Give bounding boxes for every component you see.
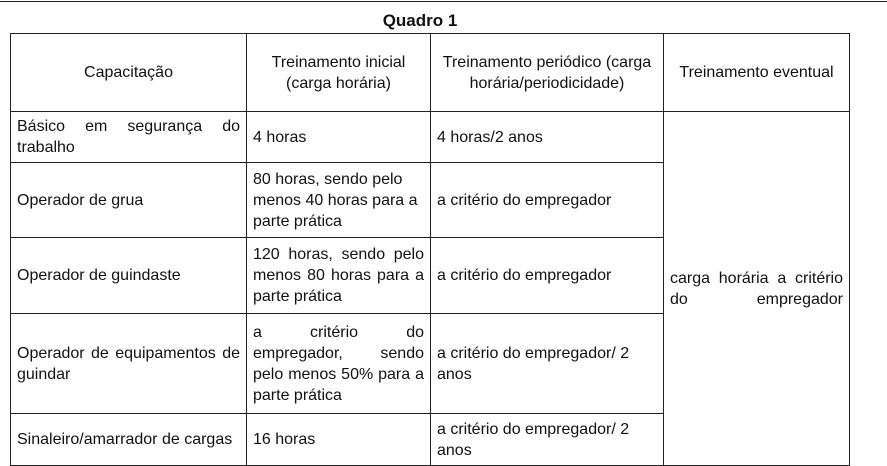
header-capacitacao: Capacitação <box>11 34 247 112</box>
cell-capacitacao: Sinaleiro/amarrador de cargas <box>11 414 247 466</box>
cell-inicial: 80 horas, sendo pelo menos 40 horas para a parte prática <box>247 163 431 238</box>
cell-periodico: a critério do empregador <box>431 238 664 314</box>
training-table <box>10 33 850 466</box>
cell-periodico: a critério do empregador/ 2 anos <box>431 314 664 414</box>
cell-inicial: 16 horas <box>247 414 431 466</box>
cell-periodico: 4 horas/2 anos <box>431 112 664 163</box>
cell-capacitacao: Básico em segurança do trabalho <box>11 112 247 163</box>
header-row <box>11 34 850 112</box>
cell-inicial: a critério do empregador, sendo pelo menos 50% para a parte prática <box>247 314 431 414</box>
table-row <box>11 112 850 163</box>
header-periodico: Treinamento periódico (carga horária/periodicidade) <box>431 34 664 112</box>
cell-periodico: a critério do empregador/ 2 anos <box>431 414 664 466</box>
table-title: Quadro 1 <box>382 11 458 30</box>
cell-capacitacao: Operador de equipamentos de guindar <box>11 314 247 414</box>
cell-periodico: a critério do empregador <box>431 163 664 238</box>
header-eventual: Treinamento eventual <box>664 34 850 112</box>
cell-inicial: 4 horas <box>247 112 431 163</box>
cell-capacitacao: Operador de guindaste <box>11 238 247 314</box>
header-inicial: Treinamento inicial (carga horária) <box>247 34 431 112</box>
cell-eventual: carga horária a critério do empregador <box>664 112 850 466</box>
top-rule <box>0 1 887 2</box>
cell-capacitacao: Operador de grua <box>11 163 247 238</box>
cell-inicial: 120 horas, sendo pelo menos 80 horas para a parte prática <box>247 238 431 314</box>
